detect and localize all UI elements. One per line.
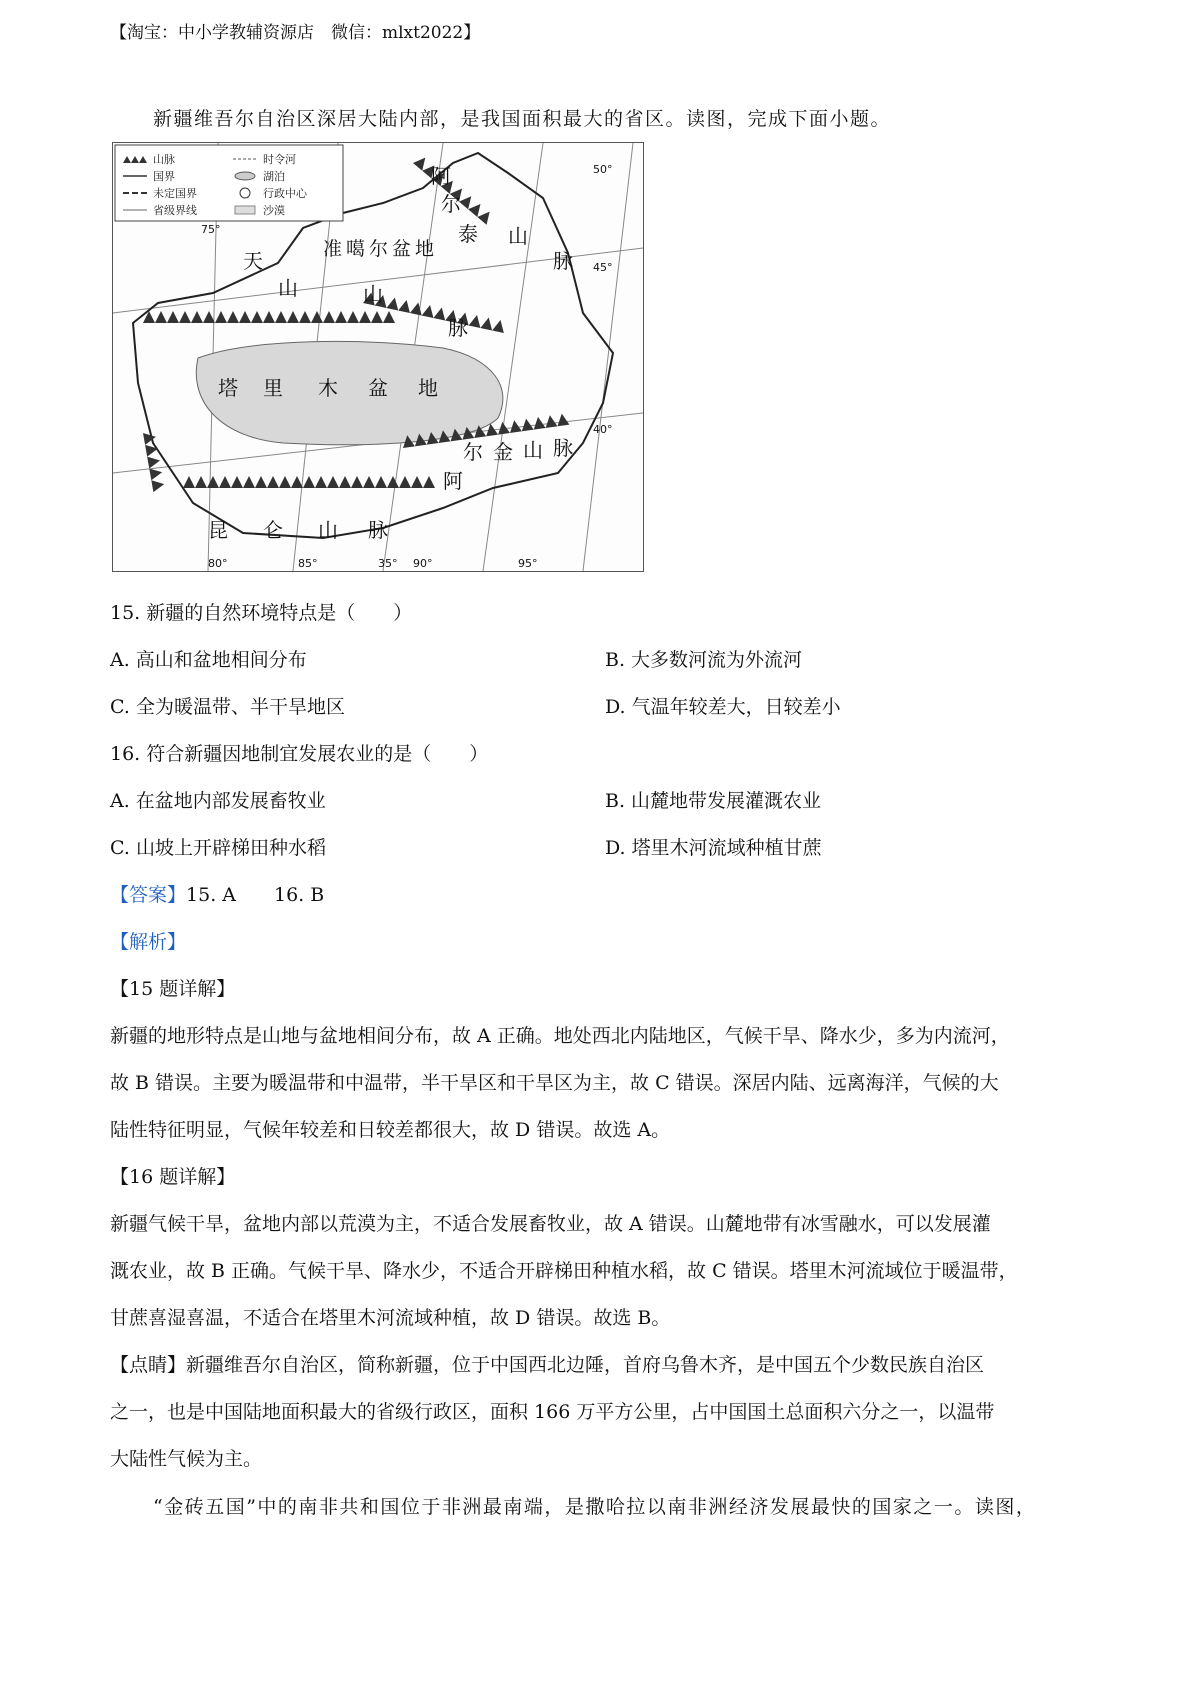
label-tianshan: 山 [278,276,298,300]
label-altai: 脉 [553,249,573,273]
label-kunlun: 山 [318,518,338,542]
legend-item: 湖泊 [263,170,285,183]
label-tarim: 塔 [218,376,238,400]
dianjing-line [110,1350,984,1377]
dianjing-line: 大陆性气候为主。 [110,1448,263,1470]
tick-label: 85° [298,557,318,570]
legend-item: 行政中心 [263,187,307,200]
detail-16-line: 甘蔗喜湿喜温，不适合在塔里木河流域种植，故 D 错误。故选 B。 [110,1307,671,1329]
detail-15-line: 故 B 错误。主要为暖温带和中温带，半干旱区和干旱区为主，故 C 错误。深居内陆、远离海洋，气候的大 [110,1072,999,1094]
xinjiang-map [112,142,644,572]
detail-15-line: 陆性特征明显，气候年较差和日较差都很大，故 D 错误。故选 A。 [110,1119,671,1141]
label-tianshan: 山 [363,282,383,306]
question-15-option-a: A. 高山和盆地相间分布 [110,649,307,671]
next-question-intro: “金砖五国”中的南非共和国位于非洲最南端，是撒哈拉以南非洲经济发展最快的国家之一。读图， [153,1496,1037,1518]
label-tarim: 木 [318,376,338,400]
question-16-option-d: D. 塔里木河流域种植甘蔗 [605,837,822,859]
label-tarim: 盆 [368,376,388,400]
tick-label: 40° [593,423,613,436]
label-altai: 山 [508,224,528,248]
answer-text: 15. A 16. B [186,884,325,906]
tick-label: 45° [593,261,613,274]
label-tarim: 里 [263,376,283,400]
question-16-stem: 16. 符合新疆因地制宜发展农业的是（ ） [110,743,489,765]
dianjing-line: 之一，也是中国陆地面积最大的省级行政区，面积 166 万平方公里，占中国国土总面积六分之一，以温带 [110,1401,995,1423]
label-altai: 阿 [431,164,451,188]
label-altun: 山 [523,438,543,462]
detail-16-line: 新疆气候干旱，盆地内部以荒漠为主，不适合发展畜牧业，故 A 错误。山麓地带有冰雪融水，可以发展灌 [110,1213,991,1235]
detail-15-line: 新疆的地形特点是山地与盆地相间分布，故 A 正确。地处西北内陆地区，气候干旱、降水少，多为内流河， [110,1025,1010,1047]
legend-item: 时令河 [263,153,296,166]
label-altun: 金 [493,440,513,464]
xinjiang-map-svg [113,143,643,571]
tick-label: 95° [518,557,538,570]
page-header: 【淘宝：中小学教辅资源店 微信：mlxt2022】 [110,23,481,43]
label-altun: 阿 [443,469,463,493]
analysis-tag: 【解析】 [110,931,187,953]
label-kunlun: 昆 [208,518,228,542]
tick-label: 35° [378,557,398,570]
legend-item: 未定国界 [153,187,197,200]
label-junggar: 准噶尔盆地 [323,238,439,260]
question-intro: 新疆维吾尔自治区深居大陆内部，是我国面积最大的省区。读图，完成下面小题。 [153,108,892,130]
answer-tag: 【答案】 [110,884,187,906]
label-altun: 尔 [463,440,483,464]
question-15-stem: 15. 新疆的自然环境特点是（ ） [110,602,413,624]
legend-item: 沙漠 [263,204,285,217]
dianjing-tag: 【点睛】 [110,1354,187,1376]
tick-label: 90° [413,557,433,570]
legend-item: 省级界线 [153,204,197,217]
detail-16-line: 溉农业，故 B 正确。气候干旱、降水少，不适合开辟梯田种植水稻，故 C 错误。塔里木河流域位于暖温带， [110,1260,1018,1282]
question-16-option-b: B. 山麓地带发展灌溉农业 [605,790,822,812]
question-15-option-b: B. 大多数河流为外流河 [605,649,803,671]
detail-16-title: 【16 题详解】 [110,1166,236,1188]
question-16-option-c: C. 山坡上开辟梯田种水稻 [110,837,326,859]
dianjing-first-line: 新疆维吾尔自治区，简称新疆，位于中国西北边陲，首府乌鲁木齐，是中国五个少数民族自治区 [186,1354,985,1376]
legend-item: 山脉 [153,153,175,166]
question-15-option-c: C. 全为暖温带、半干旱地区 [110,696,345,718]
label-kunlun: 脉 [368,518,388,542]
label-tianshan: 天 [243,249,263,273]
question-16-option-a: A. 在盆地内部发展畜牧业 [110,790,326,812]
tarim-desert-shape [196,341,503,444]
tick-label: 75° [201,223,221,236]
tick-label: 50° [593,163,613,176]
label-tianshan: 脉 [448,316,468,340]
answer-line [110,880,324,907]
question-15-option-d: D. 气温年较差大，日较差小 [605,696,841,718]
label-altun: 脉 [553,436,573,460]
detail-15-title: 【15 题详解】 [110,978,236,1000]
label-altai: 尔 [441,192,461,216]
legend-item: 国界 [153,170,175,183]
tick-label: 80° [208,557,228,570]
label-tarim: 地 [418,376,438,400]
map-legend [115,145,343,221]
label-altai: 泰 [458,222,478,246]
label-kunlun: 仑 [263,518,283,542]
